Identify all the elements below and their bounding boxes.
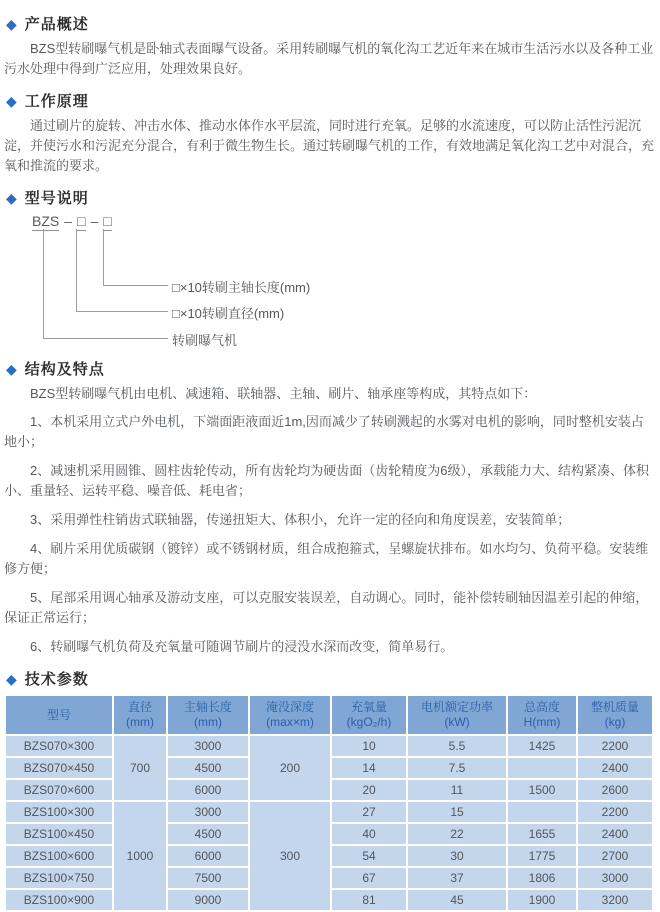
model-designation-diagram xyxy=(4,213,654,347)
diamond-bullet-icon: ◆ xyxy=(6,16,17,32)
cell-shaft: 9000 xyxy=(168,890,248,910)
section-title-text: 结构及特点 xyxy=(24,361,105,378)
cell-oxygen: 67 xyxy=(332,868,406,888)
section-title-text: 工作原理 xyxy=(24,93,89,110)
cell-model: BZS100×750 xyxy=(6,868,112,888)
diamond-bullet-icon: ◆ xyxy=(6,190,17,206)
cell-oxygen: 14 xyxy=(332,758,406,778)
cell-oxygen: 40 xyxy=(332,824,406,844)
cell-power: 15 xyxy=(408,802,506,822)
col-header-shaft-length: 主轴长度 (mm) xyxy=(168,696,248,734)
model-label-shaft-length: □×10转刷主轴长度(mm) xyxy=(172,280,311,295)
cell-depth-merged: 300 xyxy=(250,802,330,910)
cell-model: BZS100×450 xyxy=(6,824,112,844)
cell-diameter-merged: 1000 xyxy=(114,802,166,910)
cell-oxygen: 20 xyxy=(332,780,406,800)
table-row xyxy=(6,736,652,756)
diamond-bullet-icon: ◆ xyxy=(6,93,17,109)
cell-mass: 2700 xyxy=(578,846,652,866)
cell-power: 11 xyxy=(408,780,506,800)
cell-depth-merged: 200 xyxy=(250,736,330,800)
cell-height xyxy=(508,758,576,778)
diamond-bullet-icon: ◆ xyxy=(6,361,17,377)
cell-height: 1900 xyxy=(508,890,576,910)
cell-height: 1775 xyxy=(508,846,576,866)
section-title-principle xyxy=(6,90,654,111)
cell-mass: 2400 xyxy=(578,824,652,844)
section-title-model xyxy=(6,187,654,208)
cell-height: 1425 xyxy=(508,736,576,756)
section-title-text: 型号说明 xyxy=(24,190,89,207)
feature-item-5: 5、尾部采用调心轴承及游动支座，可以克服安装误差，自动调心。同时，能补偿转刷轴因温差引起的伸缩，保证正常运行； xyxy=(4,590,649,625)
cell-height: 1655 xyxy=(508,824,576,844)
section-title-overview xyxy=(6,13,654,34)
cell-oxygen: 27 xyxy=(332,802,406,822)
cell-power: 30 xyxy=(408,846,506,866)
cell-diameter-merged: 700 xyxy=(114,736,166,800)
cell-height xyxy=(508,802,576,822)
feature-item-4: 4、刷片采用优质碳钢（镀锌）或不锈钢材质，组合成抱箍式，呈螺旋状排布。如水均匀、负荷平稳。安装维修方便； xyxy=(4,541,649,576)
model-box-diameter: □ xyxy=(77,213,86,229)
col-header-total-height: 总高度 H(mm) xyxy=(508,696,576,734)
cell-oxygen: 81 xyxy=(332,890,406,910)
cell-power: 22 xyxy=(408,824,506,844)
diamond-bullet-icon: ◆ xyxy=(6,671,17,687)
model-box-shaft: □ xyxy=(103,213,112,229)
model-formula xyxy=(32,213,112,229)
cell-shaft: 7500 xyxy=(168,868,248,888)
cell-mass: 2600 xyxy=(578,780,652,800)
cell-model: BZS100×600 xyxy=(6,846,112,866)
col-header-oxygenation: 充氧量 (kgO₂/h) xyxy=(332,696,406,734)
cell-mass: 3200 xyxy=(578,890,652,910)
technical-parameters-table xyxy=(4,694,654,912)
model-prefix: BZS xyxy=(32,213,60,229)
principle-paragraph: 通过刷片的旋转、冲击水体、推动水体作水平层流，同时进行充氧。足够的水流速度，可以防止活性污泥沉淀，并使污水和污泥充分混合，有利于微生物生长。通过转刷曝气机的工作，有效地满足氧化沟工艺中对混合，充氧和推流的要求。 xyxy=(4,118,655,173)
table-row xyxy=(6,802,652,822)
cell-power: 37 xyxy=(408,868,506,888)
cell-model: BZS100×300 xyxy=(6,802,112,822)
section-title-features xyxy=(6,358,654,379)
cell-mass: 3000 xyxy=(578,868,652,888)
cell-oxygen: 10 xyxy=(332,736,406,756)
cell-model: BZS070×600 xyxy=(6,780,112,800)
col-header-machine-mass: 整机质量 (kg) xyxy=(578,696,652,734)
col-header-submersion-depth: 淹没深度 (max×m) xyxy=(250,696,330,734)
cell-oxygen: 54 xyxy=(332,846,406,866)
features-intro: BZS型转刷曝气机由电机、减速箱、联轴器、主轴、刷片、轴承座等构成，其特点如下： xyxy=(30,386,537,401)
cell-height: 1500 xyxy=(508,780,576,800)
cell-model: BZS070×450 xyxy=(6,758,112,778)
table-header-row xyxy=(6,696,652,734)
model-label-diameter: □×10转刷直径(mm) xyxy=(172,306,285,321)
cell-shaft: 6000 xyxy=(168,780,248,800)
feature-item-2: 2、减速机采用圆锥、圆柱齿轮传动，所有齿轮均为硬齿面（齿轮精度为6级），承载能力大、结构紧凑、体积小、重量轻、运转平稳、噪音低、耗电省； xyxy=(4,463,649,498)
cell-shaft: 4500 xyxy=(168,758,248,778)
cell-height: 1806 xyxy=(508,868,576,888)
overview-paragraph: BZS型转刷曝气机是卧轴式表面曝气设备。采用转刷曝气机的氧化沟工艺近年来在城市生活污水以及各种工业污水处理中得到广泛应用，处理效果良好。 xyxy=(4,41,654,76)
callout-line-shaft xyxy=(103,229,168,286)
section-title-text: 产品概述 xyxy=(24,16,89,33)
cell-mass: 2400 xyxy=(578,758,652,778)
feature-item-6: 6、转刷曝气机负荷及充氧量可随调节刷片的浸没水深而改变，简单易行。 xyxy=(30,639,454,654)
cell-model: BZS100×900 xyxy=(6,890,112,910)
cell-power: 45 xyxy=(408,890,506,910)
cell-power: 7.5 xyxy=(408,758,506,778)
cell-shaft: 3000 xyxy=(168,736,248,756)
section-title-parameters xyxy=(6,668,654,689)
col-header-diameter: 直径 (mm) xyxy=(114,696,166,734)
dash-separator: – xyxy=(90,213,99,229)
feature-item-1: 1、本机采用立式户外电机，下端面距液面近1m,因而减少了转刷溅起的水雾对电机的影响，同时整机安装占地小； xyxy=(4,414,644,449)
cell-shaft: 3000 xyxy=(168,802,248,822)
col-header-motor-power: 电机额定功率 (kW) xyxy=(408,696,506,734)
section-title-text: 技术参数 xyxy=(24,671,89,688)
cell-shaft: 6000 xyxy=(168,846,248,866)
cell-shaft: 4500 xyxy=(168,824,248,844)
model-label-machine-name: 转刷曝气机 xyxy=(172,333,238,348)
cell-mass: 2200 xyxy=(578,736,652,756)
cell-mass: 2200 xyxy=(578,802,652,822)
feature-item-3: 3、采用弹性柱销齿式联轴器，传递扭矩大、体积小，允许一定的径向和角度误差，安装简单； xyxy=(30,512,571,527)
cell-power: 5.5 xyxy=(408,736,506,756)
col-header-model: 型号 xyxy=(6,696,112,734)
cell-model: BZS070×300 xyxy=(6,736,112,756)
dash-separator: – xyxy=(64,213,73,229)
